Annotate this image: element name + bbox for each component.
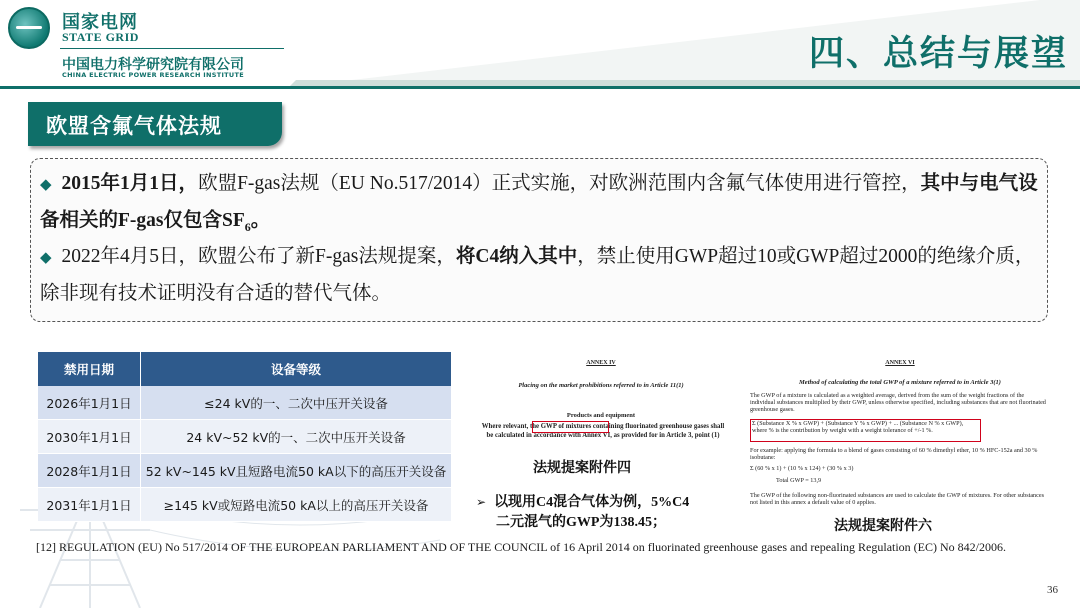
intro-bold-tail: 其中与电气设备相关的F-gas仅包含SF xyxy=(40,173,1038,231)
intro-bold: 将C4纳入其中 xyxy=(455,246,578,267)
table-row xyxy=(38,420,452,454)
diamond-bullet-icon: ◆ xyxy=(40,250,52,266)
annex-iv-body: Where relevant, the GWP of mixtures containing fluorinated greenhouse gases shall be calculated in accordance with Annex VI, as provided for in Article 3, point (1) xyxy=(481,423,725,439)
annex-vi-example: For example: applying the formula to a blend of gases consisting of 60 % dimethyl ether, 10 % HFC-152a and 30 % isobutane: xyxy=(750,447,1038,462)
intro-text: 欧盟F-gas法规（EU No.517/2014）正式实施，对欧洲范围内含氟气体使用进行管控， xyxy=(198,173,921,194)
table-cell-date: 2026年1月1日 xyxy=(38,386,141,420)
intro-end: 。 xyxy=(250,210,271,231)
annex-iv-excerpt xyxy=(472,352,730,456)
annex-iv-subtitle: Placing on the market prohibitions referred to in Article 11(1) xyxy=(518,382,684,389)
brand-name-en: STATE GRID xyxy=(62,30,139,44)
table-cell-level: ≤24 kV的一、二次中压开关设备 xyxy=(141,386,452,420)
annex-vi-title: ANNEX VI xyxy=(885,360,915,366)
annex-iv-products-heading: Products and equipment xyxy=(566,412,636,419)
arrow-bullet-icon: ➢ xyxy=(476,495,487,509)
table-cell-date: 2030年1月1日 xyxy=(38,420,141,454)
intro-paragraph-2 xyxy=(40,239,1046,312)
table-row xyxy=(38,488,452,522)
annex-iv-caption: 法规提案附件四 xyxy=(533,460,631,476)
annex-vi-body-2: The GWP of the following non-fluorinated substances are used to calculate the GWP of mixtures. For other substances not listed in this annex a default value of 0 applies. xyxy=(750,492,1045,507)
gwp-note xyxy=(476,492,689,533)
ban-schedule-table xyxy=(38,352,452,522)
annex-vi-calc: Σ (60 % x 1) + (10 % x 124) + (30 % x 3) xyxy=(750,465,854,472)
table-cell-level: 52 kV~145 kV且短路电流50 kA以下的高压开关设备 xyxy=(141,454,452,488)
page-number: 36 xyxy=(1047,584,1058,596)
table-header-level: 设备等级 xyxy=(141,352,452,386)
state-grid-logo xyxy=(8,7,50,49)
slide-title: 四、总结与展望 xyxy=(808,34,1068,74)
brand-divider xyxy=(60,48,284,49)
gwp-note-line-2: 二元混气的GWP为138.45； xyxy=(496,515,666,530)
annex-iv-highlight-box xyxy=(532,421,609,433)
header-rule xyxy=(0,86,1080,89)
intro-subscript: 6 xyxy=(244,219,251,234)
table-cell-date: 2028年1月1日 xyxy=(38,454,141,488)
annex-vi-highlight-box xyxy=(750,419,981,442)
table-cell-date: 2031年1月1日 xyxy=(38,488,141,522)
table-row xyxy=(38,454,452,488)
annex-vi-formula: Σ (Substance X % x GWP) + (Substance Y % x GWP) + ... (Substance N % x GWP), where % is the contribution by weight with a weight tolerance of +/-1 %. xyxy=(752,420,964,435)
annex-vi-subtitle: Method of calculating the total GWP of a mixture referred to in Article 3(1) xyxy=(799,379,1001,386)
brand-name-cn: 国家电网 xyxy=(62,12,138,33)
institute-name-en: CHINA ELECTRIC POWER RESEARCH INSTITUTE xyxy=(62,71,244,79)
reference-footnote: [12] REGULATION (EU) No 517/2014 OF THE EUROPEAN PARLIAMENT AND OF THE COUNCIL of 16 April 2014 on fluorinated greenhouse gases and repealing Regulation (EC) No 842/2006. xyxy=(36,540,1007,554)
intro-date: 2015年1月1日， xyxy=(61,173,199,194)
gwp-note-line-1: 以现用C4混合气体为例，5%C4 xyxy=(494,495,690,510)
annex-vi-total: Total GWP = 13,9 xyxy=(776,477,822,484)
diamond-bullet-icon: ◆ xyxy=(40,177,52,193)
annex-vi-caption: 法规提案附件六 xyxy=(834,518,932,534)
institute-name-cn: 中国电力科学研究院有限公司 xyxy=(62,57,244,73)
section-badge xyxy=(28,102,282,146)
table-cell-level: ≥145 kV或短路电流50 kA以上的高压开关设备 xyxy=(141,488,452,522)
section-title: 欧盟含氟气体法规 xyxy=(46,114,222,138)
annex-vi-body: The GWP of a mixture is calculated as a weighted average, derived from the sum of the weight fractions of the individual substances multiplied by their GWP, unless otherwise specified, including substances that are not fluorinated greenhouse gases. xyxy=(750,392,1046,414)
annex-vi-excerpt xyxy=(746,352,1054,512)
intro-text: 2022年4月5日，欧盟公布了新F-gas法规提案， xyxy=(61,246,456,267)
table-header-date: 禁用日期 xyxy=(38,352,141,386)
annex-iv-title: ANNEX IV xyxy=(586,360,616,366)
intro-paragraph-1 xyxy=(40,166,1046,245)
table-row xyxy=(38,386,452,420)
intro-text: ，禁止使用GWP超过10或GWP超过2000的绝缘介质，除非现有技术证明没有合适的替代气体。 xyxy=(40,246,1035,304)
table-cell-level: 24 kV~52 kV的一、二次中压开关设备 xyxy=(141,420,452,454)
